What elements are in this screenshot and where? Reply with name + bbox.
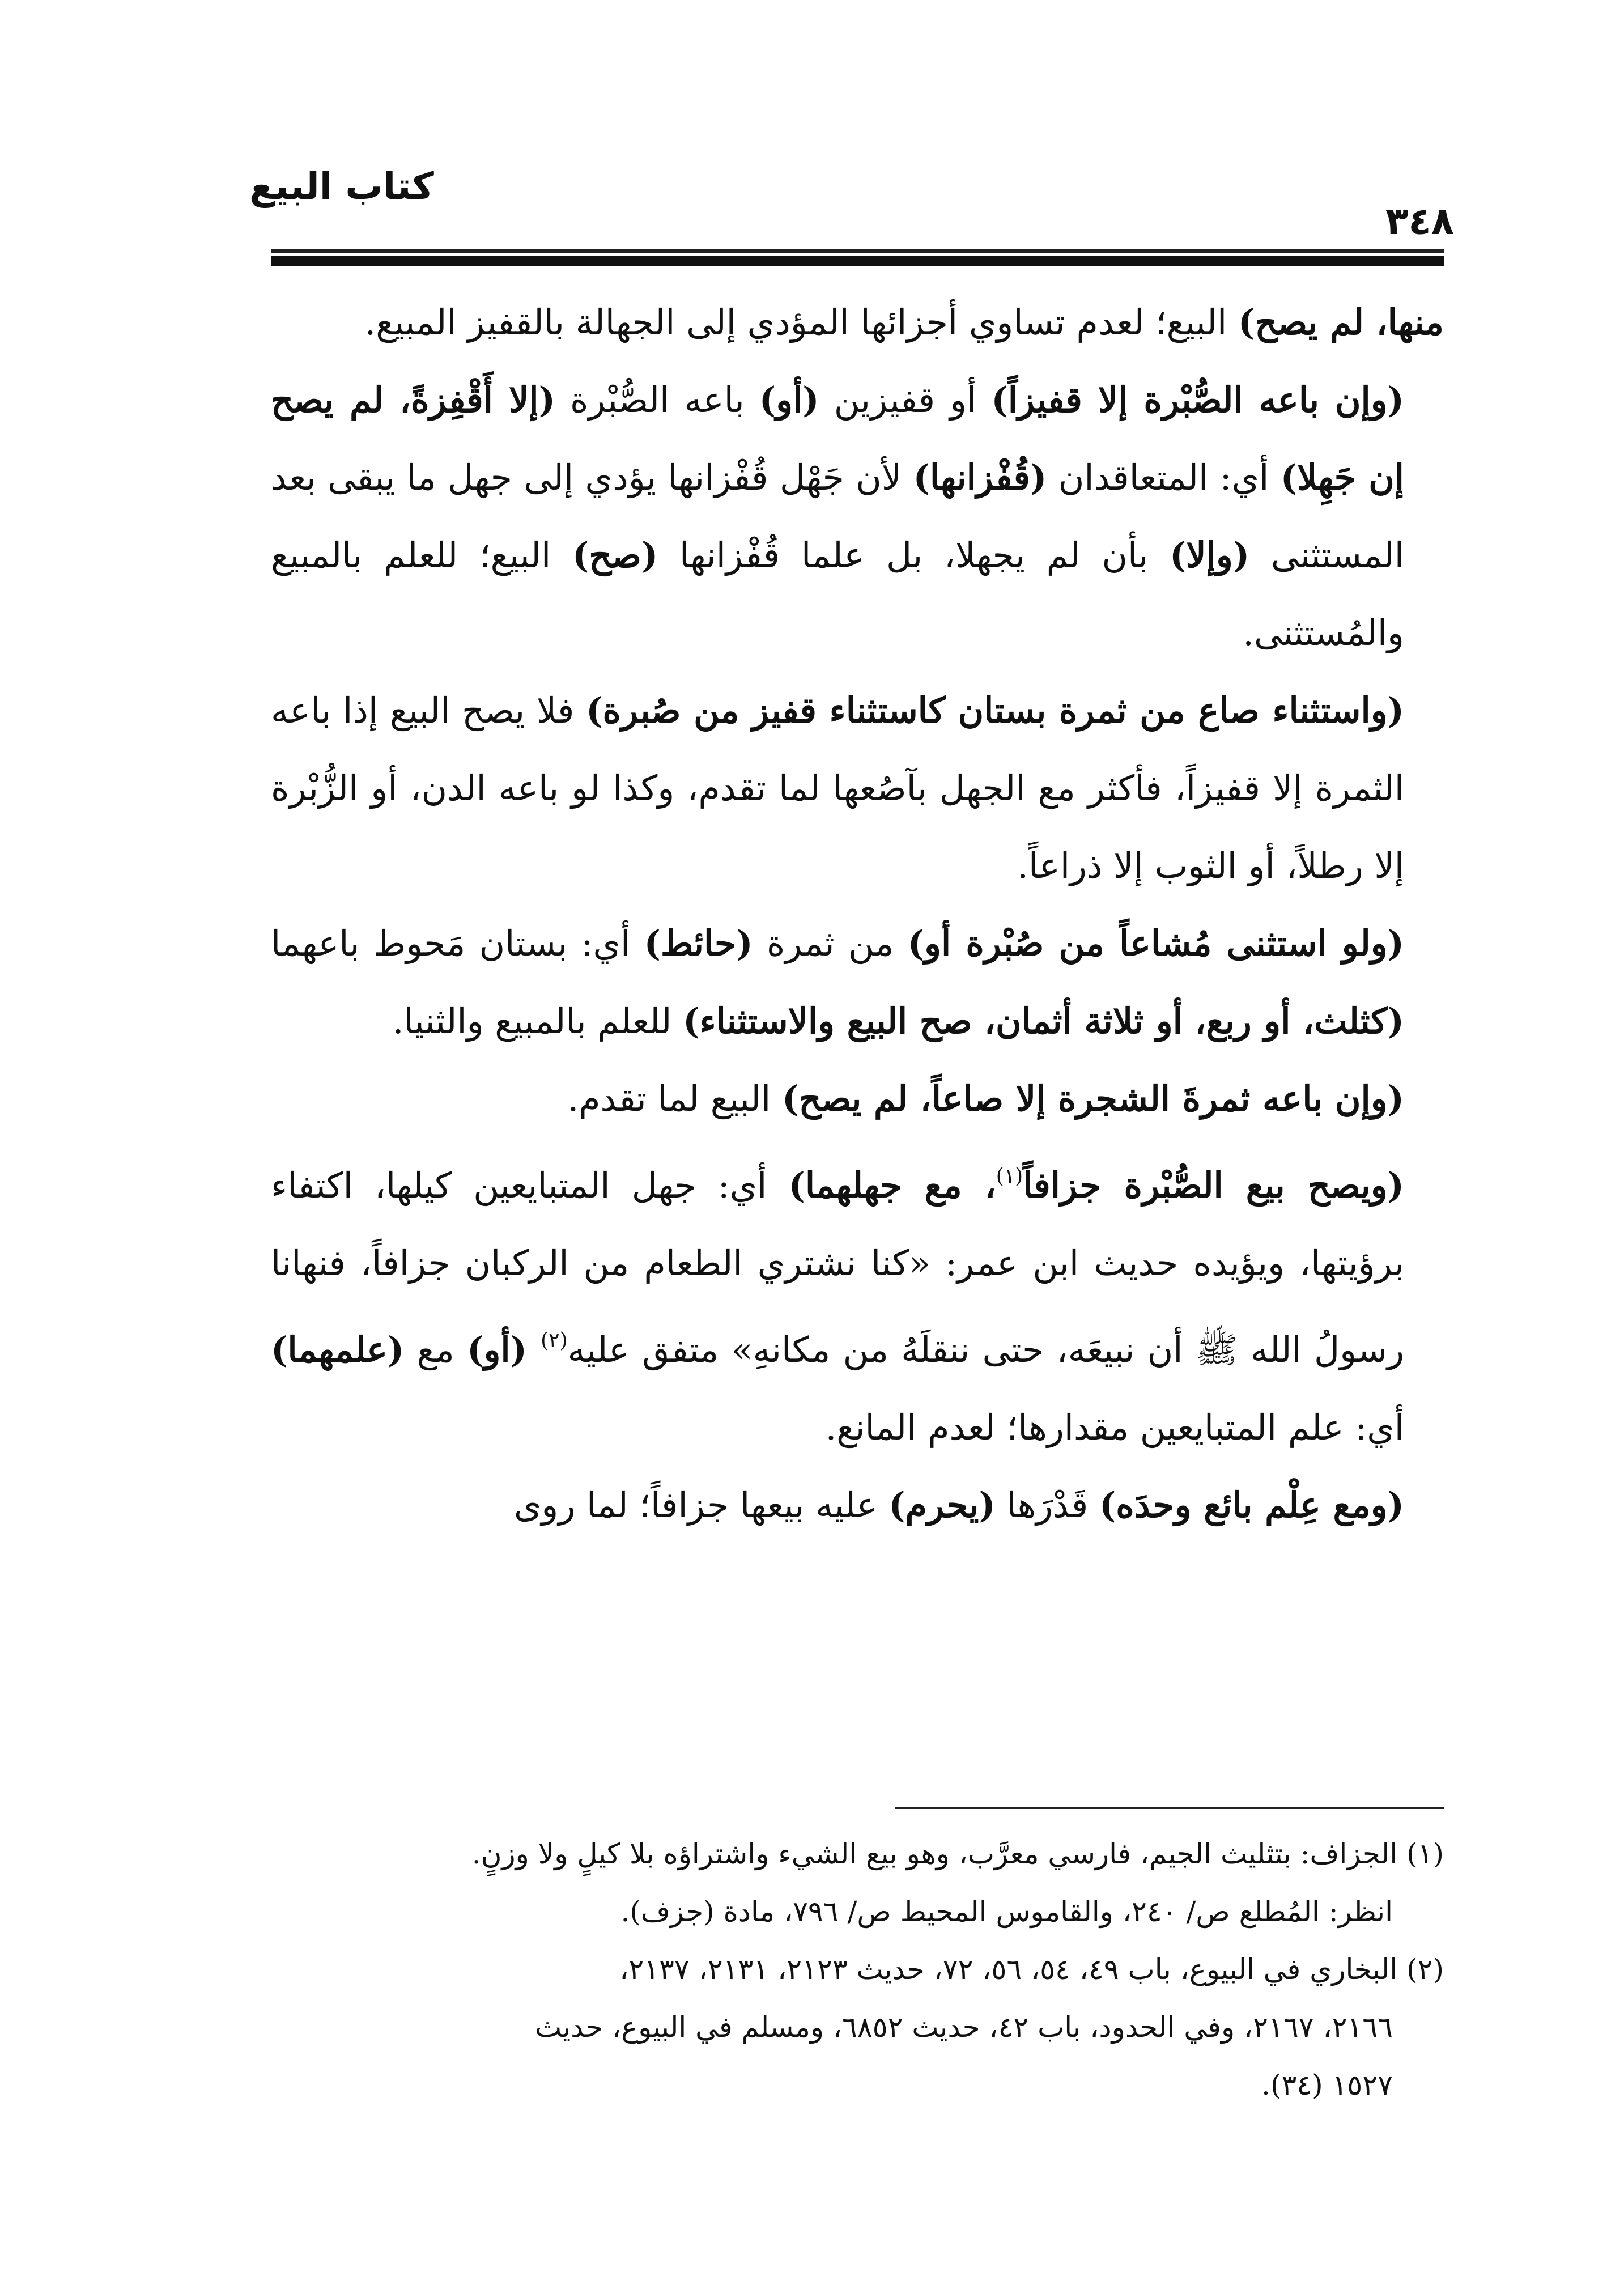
paragraph-1 bbox=[271, 283, 1444, 361]
bold-span: (واستثناء صاع من ثمرة بستان كاستثناء قفيز من صُبرة) bbox=[586, 690, 1404, 731]
bold-span: (علمهما) bbox=[271, 1329, 405, 1370]
footnote-1-line-2: انظر: المُطلع ص/ ٢٤٠، والقاموس المحيط ص/ ٧٩٦، مادة (جزف). bbox=[620, 1895, 1393, 1928]
text-span: باعه الصُّبْرة bbox=[555, 379, 759, 421]
bold-span: (أو) bbox=[759, 379, 819, 421]
text-span: مع bbox=[404, 1329, 467, 1370]
text-span: أو قفيزين bbox=[819, 379, 992, 421]
text-span: أي: علم المتبايعين مقدارها؛ لعدم المانع. bbox=[825, 1407, 1404, 1448]
text-span: للعلم بالمبيع والثنيا. bbox=[392, 1000, 683, 1042]
bold-span: (ويصح بيع الصُّبْرة جزافاً bbox=[1023, 1165, 1405, 1206]
bold-span: (قُفْزانها) bbox=[913, 457, 1047, 498]
text-span: قَدْرَها bbox=[995, 1484, 1099, 1526]
bold-span: (كثلث، أو ربع، أو ثلاثة أثمان، صح البيع والاستثناء) bbox=[683, 1000, 1404, 1042]
bold-span: (يحرم) bbox=[888, 1484, 996, 1526]
footnote-separator bbox=[895, 1807, 1444, 1809]
bold-span: (وإلا) bbox=[1169, 534, 1250, 576]
text-span: عليه بيعها جزافاً؛ لما روى bbox=[513, 1484, 889, 1526]
bold-span: (ومع عِلْم بائع وحدَه) bbox=[1099, 1484, 1404, 1526]
bold-span: (إلا أَقْفِزةً، لم يصح إن جَهِلا) bbox=[271, 379, 1405, 498]
bold-span: منها، لم يصح) bbox=[1238, 302, 1444, 343]
footnote-2-line-3: ١٥٢٧ (٣٤). bbox=[1261, 2069, 1393, 2101]
bold-span: (أو) bbox=[467, 1329, 541, 1370]
bold-span: (حائط) bbox=[644, 923, 753, 964]
page-number: ٣٤٨ bbox=[1385, 199, 1454, 243]
text-span: لأن جَهْل قُفْزانها يؤدي إلى جهل ما يبقى بعد المستثنى bbox=[271, 457, 1405, 576]
footnote-marker-1: (١) bbox=[996, 1165, 1023, 1188]
bold-span: (ولو استثنى مُشاعاً من صُبْرة أو) bbox=[907, 923, 1404, 964]
footnote-1-line-1: (١) الجزاف: بتثليث الجيم، فارسي معرَّب، وهو بيع الشيء واشتراؤه بلا كيلٍ ولا وزنٍ. bbox=[471, 1837, 1444, 1870]
paragraph-6 bbox=[271, 1137, 1444, 1466]
bold-span: (وإن باعه ثمرةَ الشجرة إلا صاعاً، لم يصح) bbox=[782, 1078, 1404, 1119]
bold-span: (صح) bbox=[572, 534, 658, 576]
footnotes bbox=[271, 1825, 1444, 2114]
text-span: البيع لما تقدم. bbox=[567, 1078, 782, 1119]
bold-span: ، مع جهلهما) bbox=[788, 1165, 996, 1206]
footnote-marker-2: (٢) bbox=[541, 1329, 568, 1352]
running-header-title: كتاب البيع bbox=[249, 164, 434, 208]
text-span: البيع؛ لعدم تساوي أجزائها المؤدي إلى الجهالة بالقفيز المبيع. bbox=[364, 302, 1238, 343]
text-span: البيع؛ للعلم بالمبيع والمُستثنى. bbox=[271, 534, 1404, 653]
text-span: أي: جهل المتبايعين كيلها، اكتفاء برؤيتها، ويؤيده حديث ابن عمر: «كنا نشتري الطعام من الركبان جزافاً، فنهانا رسولُ الله ﷺ أن نبيعَه، حتى ننقلَهُ من مكانهِ» متفق عليه bbox=[271, 1165, 1404, 1370]
bold-span: (وإن باعه الصُّبْرة إلا قفيزاً) bbox=[991, 379, 1404, 421]
paragraph-5 bbox=[271, 1060, 1444, 1137]
paragraph-2 bbox=[271, 361, 1444, 672]
text-span: أي: المتعاقدان bbox=[1047, 457, 1281, 498]
header-rule-thick bbox=[271, 256, 1444, 266]
header-rule-thin bbox=[271, 249, 1444, 253]
text-span: فلا يصح البيع إذا باعه الثمرة إلا قفيزاً، فأكثر مع الجهل بآصُعها لما تقدم، وكذا لو باعه الدن، أو الزُّبْرة إلا رطلاً، أو الثوب إلا ذراعاً. bbox=[271, 690, 1404, 886]
paragraph-4 bbox=[271, 905, 1444, 1060]
paragraph-7 bbox=[271, 1466, 1444, 1544]
footnote-2-line-1: (٢) البخاري في البيوع، باب ٤٩، ٥٤، ٥٦، ٧٢، حديث ٢١٢٣، ٢١٣١، ٢١٣٧، bbox=[619, 1953, 1444, 1986]
footnote-2-line-2: ٢١٦٦، ٢١٦٧، وفي الحدود، باب ٤٢، حديث ٦٨٥٢، ومسلم في البيوع، حديث bbox=[535, 2011, 1393, 2044]
text-span: أي: بستان مَحوط باعهما bbox=[271, 923, 644, 964]
text-span: بأن لم يجهلا، بل علما قُفْزانها bbox=[658, 534, 1170, 576]
main-text bbox=[271, 283, 1444, 1544]
text-span: من ثمرة bbox=[753, 923, 908, 964]
paragraph-3 bbox=[271, 672, 1444, 905]
